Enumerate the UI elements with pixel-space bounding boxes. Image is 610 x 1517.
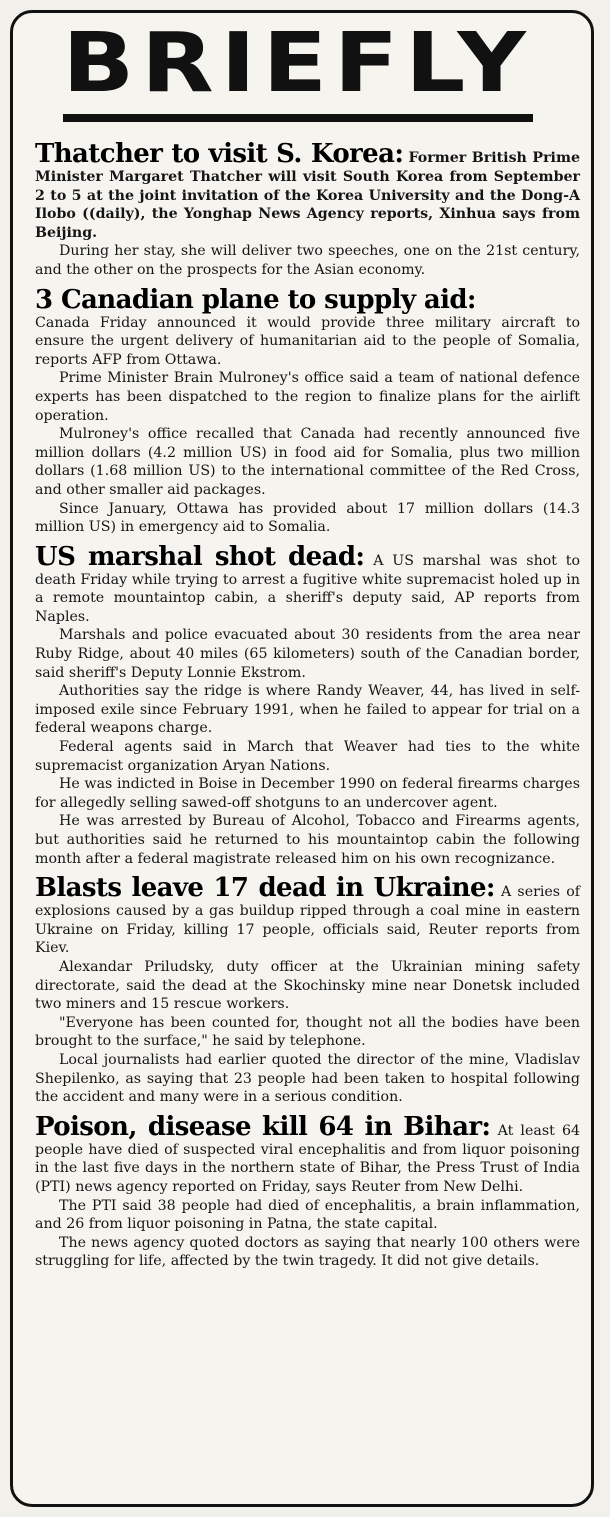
story-paragraph: "Everyone has been counted for, thought not all the bodies have been brought to the surface," he said by telephone. [35, 1014, 580, 1050]
story-lead-text: At least 64 people have died of suspected viral encephalitis and from liquor poisoning in the last five days in the northern state of Bihar, the Press Trust of India (PTI) news agency reported on Friday, says Reuter from New Delhi. [35, 1122, 580, 1195]
story-paragraph: During her stay, she will deliver two speeches, one on the 21st century, and the other on the prospects for the Asian economy. [35, 243, 580, 278]
story-paragraph: Authorities say the ridge is where Randy Weaver, 44, has lived in self-imposed exile since February 1991, when he failed to appear for trial on a federal weapons charge. [35, 683, 580, 737]
story-lead-text: A US marshal was shot to death Friday while trying to arrest a fugitive white supremacist holed up in a remote mountaintop cabin, a sheriff's deputy said, AP reports from Naples. [35, 552, 580, 625]
story-headline: Thatcher to visit S. Korea: [35, 139, 404, 169]
story-paragraph: Mulroney's office recalled that Canada had recently announced five million dollars (4.2 million US) in food aid for Somalia, plus two million dollars (1.68 million US) to the international committee of the Red Cross, and other smaller aid packages. [35, 426, 580, 498]
stories [35, 140, 580, 1277]
masthead-rule [63, 114, 533, 122]
story-lead-text: A series of explosions caused by a gas buildup ripped through a coal mine in eastern Ukraine on Friday, killing 17 people, officials said, Reuter reports from Kiev. [35, 884, 581, 957]
story-headline: 3 Canadian plane to supply aid: [35, 284, 476, 315]
story-paragraph: He was indicted in Boise in December 1990 on federal firearms charges for allegedly selling sawed-off shotguns to an undercover agent. [35, 776, 580, 811]
story-headline: US marshal shot dead: [35, 541, 365, 572]
story-paragraph [35, 543, 580, 627]
story-lead-text: Former British Prime Minister Margaret Thatcher will visit South Korea from September 2 to 5 at the joint invitation of the Korea University and the Dong-A Ilobo ((daily), the Yonghap News Agency reports, Xinhua says from Beijing. [35, 150, 580, 241]
story-paragraph: Federal agents said in March that Weaver had ties to the white supremacist organization Aryan Nations. [35, 739, 580, 774]
story-headline: Poison, disease kill 64 in Bihar: [35, 1111, 491, 1142]
story-paragraph: Prime Minister Brain Mulroney's office said a team of national defence experts has been dispatched to the region to finalize plans for the airlift operation. [35, 370, 580, 424]
story-ukraine-blasts [35, 874, 580, 1107]
story-paragraph [35, 874, 580, 958]
story-paragraph: Local journalists had earlier quoted the director of the mine, Vladislav Shepilenko, as saying that 23 people had been taken to hospital following the accident and many were in a serious condition. [35, 1051, 580, 1106]
story-canada-aid [35, 286, 580, 537]
story-paragraph: The PTI said 38 people had died of encephalitis, a brain inflammation, and 26 from liquor poisoning in Patna, the state capital. [35, 1197, 580, 1233]
masthead-title: BRIEFLY [62, 16, 533, 111]
story-paragraph: Canada Friday announced it would provide three military aircraft to ensure the urgent delivery of humanitarian aid to the people of Somalia, reports AFP from Ottawa. [35, 314, 580, 368]
story-bihar [35, 1113, 580, 1271]
story-paragraph [35, 1113, 580, 1197]
story-paragraph: Since January, Ottawa has provided about 17 million dollars (14.3 million US) in emergency aid to Somalia. [35, 500, 580, 536]
masthead [50, 18, 545, 128]
story-paragraph: He was arrested by Bureau of Alcohol, Tobacco and Firearms agents, but authorities said he returned to his mountaintop cabin the following month after a federal magistrate released him on his own recognizance. [35, 813, 580, 867]
story-paragraph [35, 140, 580, 242]
story-thatcher [35, 140, 580, 280]
story-headline: Blasts leave 17 dead in Ukraine: [35, 873, 495, 904]
story-paragraph: Marshals and police evacuated about 30 residents from the area near Ruby Ridge, about 40 miles (65 kilometers) south of the Canadian border, said sheriff's Deputy Lonnie Ekstrom. [35, 627, 580, 681]
story-paragraph: The news agency quoted doctors as saying that nearly 100 others were struggling for life, affected by the twin tragedy. It did not give details. [35, 1234, 580, 1270]
story-us-marshal [35, 543, 580, 869]
story-paragraph: Alexandar Priludsky, duty officer at the Ukrainian mining safety directorate, said the dead at the Skochinsky mine near Donetsk included two miners and 15 rescue workers. [35, 958, 580, 1013]
